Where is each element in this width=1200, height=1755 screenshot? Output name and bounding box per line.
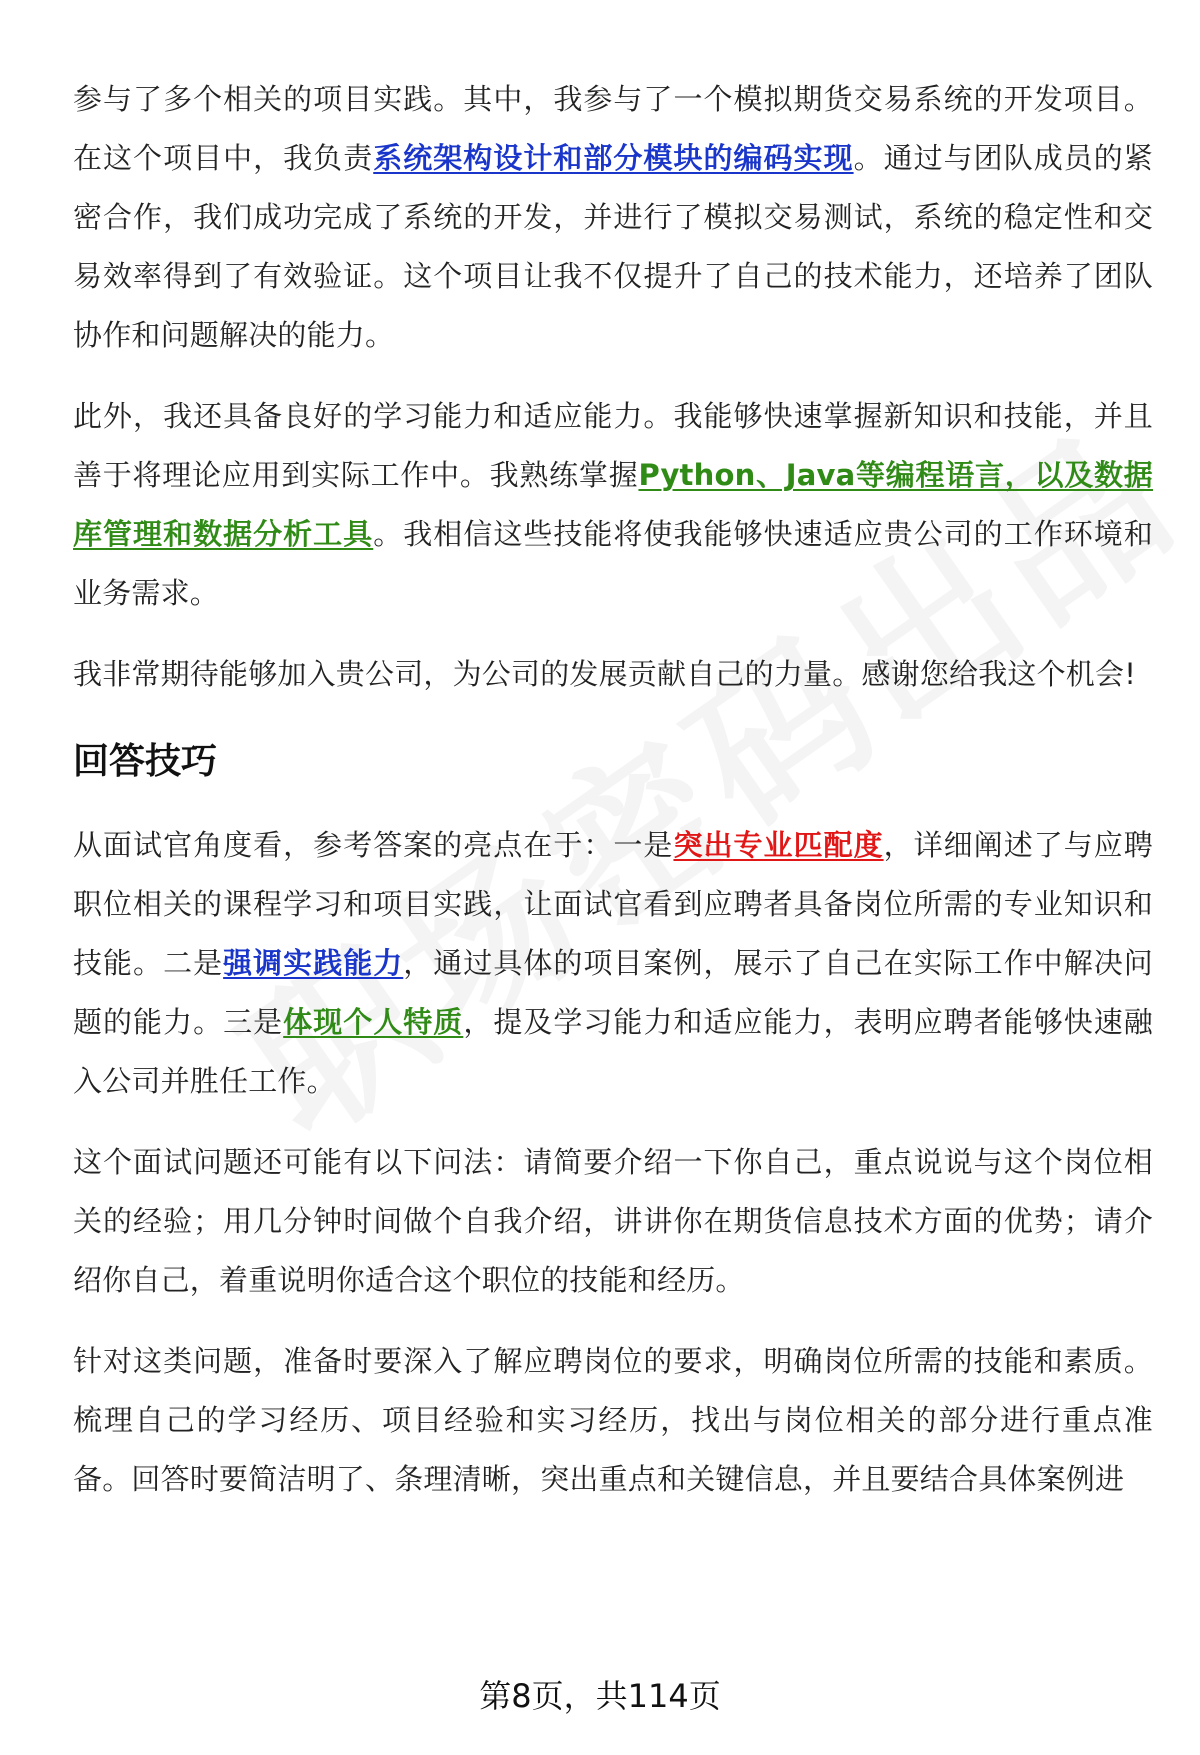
paragraph-project-experience <box>73 70 1153 365</box>
section-title: 回答技巧 <box>73 741 218 782</box>
document-page <box>73 70 1153 1531</box>
highlight-system-architecture: 系统架构设计和部分模块的编码实现 <box>373 141 854 175</box>
paragraph-preparation-advice: 针对这类问题，准备时要深入了解应聘岗位的要求，明确岗位所需的技能和素质。梳理自己的学习经历、项目经验和实习经历，找出与岗位相关的部分进行重点准备。回答时要简洁明了、条理清晰，突出重点和关键信息，并且要结合具体案例进 <box>73 1344 1153 1496</box>
highlight-professional-match: 突出专业匹配度 <box>673 828 884 862</box>
paragraph-text: 此外，我还具备良好的学习能力和适应能力。我能够快速掌握新知识和技能，并且善于将理论应用到实际工作中。我熟练掌握 <box>73 399 1153 492</box>
paragraph-closing: 我非常期待能够加入贵公司，为公司的发展贡献自己的力量。感谢您给我这个机会! <box>73 657 1137 691</box>
paragraph-text: ，提及学习能力和适应能力，表明应聘者能够快速融入公司并胜任工作。 <box>73 1005 1154 1098</box>
highlight-personal-traits: 体现个人特质 <box>283 1005 464 1039</box>
page-footer: 第8页，共114页 <box>479 1677 721 1715</box>
paragraph-text: ，通过具体的项目案例，展示了自己在实际工作中解决问题的能力。三是 <box>73 946 1153 1039</box>
paragraph-text: 从面试官角度看，参考答案的亮点在于：一是 <box>73 828 674 862</box>
paragraph-answer-highlights <box>73 816 1153 1111</box>
paragraph-learning-ability <box>73 387 1153 623</box>
highlight-programming-skills: Python、Java等编程语言，以及数据库管理和数据分析工具 <box>73 458 1153 551</box>
paragraph-text: 参与了多个相关的项目实践。其中，我参与了一个模拟期货交易系统的开发项目。在这个项目中，我负责 <box>73 82 1153 175</box>
paragraph-text: 。通过与团队成员的紧密合作，我们成功完成了系统的开发，并进行了模拟交易测试，系统的稳定性和交易效率得到了有效验证。这个项目让我不仅提升了自己的技术能力，还培养了团队协作和问题解决的能力。 <box>73 141 1153 352</box>
paragraph-text: ，详细阐述了与应聘职位相关的课程学习和项目实践，让面试官看到应聘者具备岗位所需的专业知识和技能。二是 <box>73 828 1153 980</box>
paragraph-alternative-questions: 这个面试问题还可能有以下问法：请简要介绍一下你自己，重点说说与这个岗位相关的经验；用几分钟时间做个自我介绍，讲讲你在期货信息技术方面的优势；请介绍你自己，着重说明你适合这个职位的技能和经历。 <box>73 1145 1153 1297</box>
paragraph-text: 。我相信这些技能将使我能够快速适应贵公司的工作环境和业务需求。 <box>73 517 1153 610</box>
highlight-practical-ability: 强调实践能力 <box>223 946 404 980</box>
